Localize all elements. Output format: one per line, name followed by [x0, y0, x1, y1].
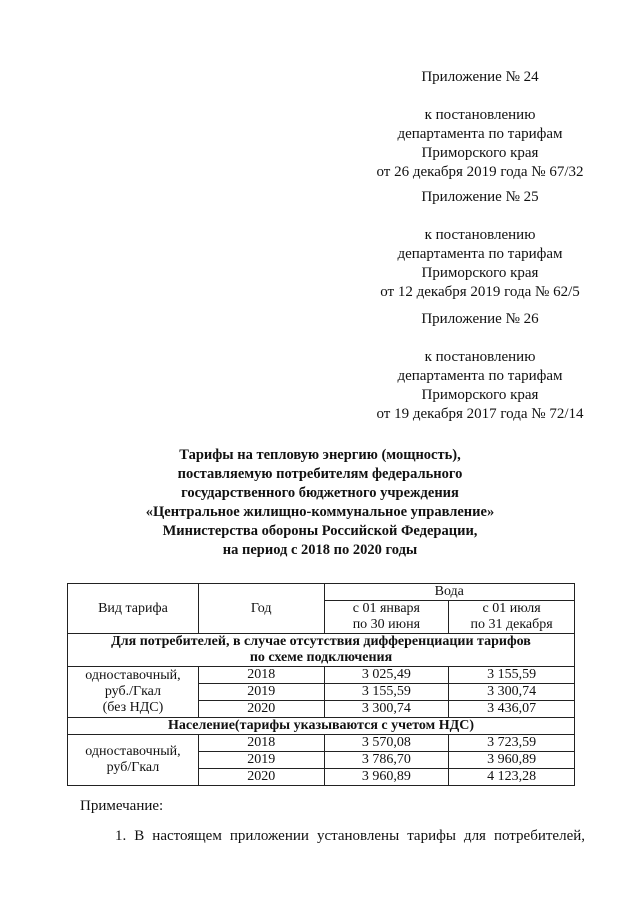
h1-value: 3 025,49: [324, 667, 449, 684]
appendix-line: к постановлению: [424, 349, 536, 365]
h2-value: 3 155,59: [449, 667, 575, 684]
section-heading: Население(тарифы указываются с учетом НДС): [68, 718, 575, 735]
header-period-line: с 01 июля: [482, 601, 541, 616]
year-cell: 2018: [198, 735, 324, 752]
tariff-label: [68, 735, 199, 786]
tariff-table: [67, 583, 575, 786]
appendix-line: от 19 декабря 2017 года № 72/14: [376, 406, 584, 422]
section-heading-line: по схеме подключения: [249, 650, 393, 665]
appendix-line: к постановлению: [424, 227, 536, 243]
h1-value: 3 300,74: [324, 701, 449, 718]
header-period-line: по 30 июня: [352, 617, 421, 632]
header-period-1: [324, 601, 449, 634]
appendix-24: [360, 68, 600, 182]
section-heading-line: Для потребителей, в случае отсутствия дифференциации тарифов: [111, 634, 531, 649]
appendix-line: Приморского края: [421, 387, 539, 403]
section-row: [68, 718, 575, 735]
header-tariff-type: Вид тарифа: [68, 584, 199, 634]
section-row: [68, 634, 575, 667]
title-line: на период с 2018 по 2020 годы: [222, 542, 418, 558]
title-line: государственного бюджетного учреждения: [181, 485, 459, 501]
appendix-line: департамента по тарифам: [397, 126, 563, 142]
year-cell: 2018: [198, 667, 324, 684]
header-period-line: с 01 января: [352, 601, 420, 616]
h1-value: 3 786,70: [324, 752, 449, 769]
year-cell: 2019: [198, 684, 324, 701]
h1-value: 3 155,59: [324, 684, 449, 701]
tariff-label-line: руб./Гкал: [104, 684, 162, 699]
table-header-row: [68, 584, 575, 601]
appendix-number: Приложение № 26: [421, 311, 539, 327]
header-period-2: [449, 601, 575, 634]
h2-value: 3 960,89: [449, 752, 575, 769]
appendix-line: департамента по тарифам: [397, 368, 563, 384]
h1-value: 3 570,08: [324, 735, 449, 752]
h2-value: 3 723,59: [449, 735, 575, 752]
appendix-line: от 26 декабря 2019 года № 67/32: [376, 164, 584, 180]
note-item: 1. В настоящем приложении установлены тарифы для потребителей,: [115, 828, 585, 844]
tariff-label-line: одноставочный,: [85, 668, 181, 683]
title-line: Министерства обороны Российской Федерации,: [162, 523, 478, 539]
header-water: Вода: [324, 584, 574, 601]
h2-value: 3 436,07: [449, 701, 575, 718]
year-cell: 2020: [198, 769, 324, 786]
note-label: Примечание:: [80, 798, 164, 814]
h1-value: 3 960,89: [324, 769, 449, 786]
h2-value: 3 300,74: [449, 684, 575, 701]
appendix-line: Приморского края: [421, 265, 539, 281]
appendix-line: от 12 декабря 2019 года № 62/5: [380, 284, 580, 300]
title-line: «Центральное жилищно-коммунальное управление»: [145, 504, 495, 520]
tariff-label-line: руб/Гкал: [106, 760, 160, 775]
header-year: Год: [198, 584, 324, 634]
year-cell: 2020: [198, 701, 324, 718]
table-row: [68, 735, 575, 752]
h2-value: 4 123,28: [449, 769, 575, 786]
appendix-line: Приморского края: [421, 145, 539, 161]
appendix-number: Приложение № 25: [421, 189, 539, 205]
document-title: [100, 446, 540, 560]
tariff-label: [68, 667, 199, 718]
appendix-26: [360, 310, 600, 424]
appendix-25: [360, 188, 600, 302]
tariff-label-line: (без НДС): [102, 700, 164, 715]
appendix-number: Приложение № 24: [421, 69, 539, 85]
title-line: поставляемую потребителям федерального: [177, 466, 463, 482]
appendix-line: департамента по тарифам: [397, 246, 563, 262]
appendix-line: к постановлению: [424, 107, 536, 123]
tariff-label-line: одноставочный,: [85, 744, 181, 759]
year-cell: 2019: [198, 752, 324, 769]
table-row: [68, 667, 575, 684]
section-heading: [68, 634, 575, 667]
title-line: Тарифы на тепловую энергию (мощность),: [179, 447, 461, 463]
header-period-line: по 31 декабря: [470, 617, 553, 632]
